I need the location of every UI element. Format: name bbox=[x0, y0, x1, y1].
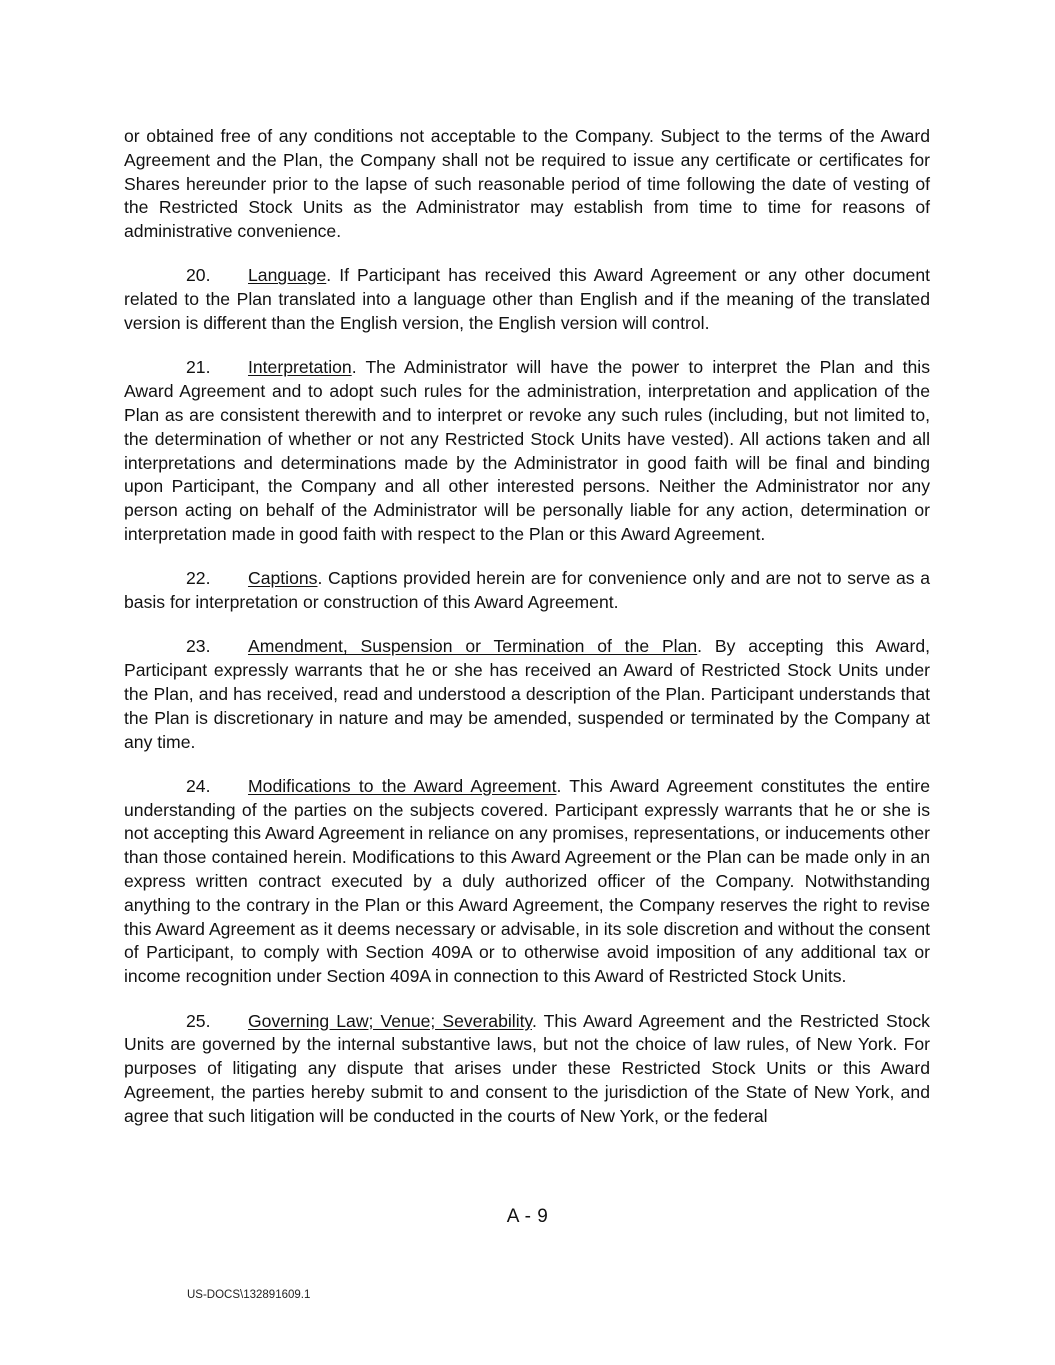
page-number: A - 9 bbox=[506, 1206, 549, 1227]
section-text: . By accepting this Award, Participant expressly warrants that he or she has received an Award of Restricted Stock Units under the Plan, and has received, read and understood a description of the Plan. Participant understands that the Plan is discretionary in nature and may be amended, suspended or terminated by the Company at any time. bbox=[124, 636, 930, 752]
section-25 bbox=[124, 1010, 930, 1129]
section-text: . If Participant has received this Award Agreement or any other document related to the Plan translated into a language other than English and if the meaning of the translated version is different than the English version, the English version will control. bbox=[124, 265, 930, 334]
section-number: 21. bbox=[186, 357, 211, 378]
section-heading: Captions bbox=[248, 568, 318, 589]
section-20 bbox=[124, 264, 930, 335]
section-24 bbox=[124, 775, 930, 989]
section-heading: Governing Law; Venue; Severability bbox=[248, 1010, 532, 1031]
continuation-paragraph: or obtained free of any conditions not acceptable to the Company. Subject to the terms of the Award Agreement and the Plan, the Company shall not be required to issue any certificate or certificates for Shares hereunder prior to the lapse of such reasonable period of time following the date of vesting of the Restricted Stock Units as the Administrator may establish from time to time for reasons of administrative convenience. bbox=[124, 126, 930, 242]
section-text: . This Award Agreement and the Restricted Stock Units are governed by the internal substantive laws, but not the choice of law rules, of New York. For purposes of litigating any dispute that arises under these Restricted Stock Units or this Award Agreement, the parties hereby submit to and consent to the jurisdiction of the State of New York, and agree that such litigation will be conducted in the courts of New York, or the federal bbox=[124, 1010, 930, 1126]
section-number: 25. bbox=[186, 1010, 211, 1031]
section-21 bbox=[124, 356, 930, 546]
section-text: . The Administrator will have the power to interpret the Plan and this Award Agreement and to adopt such rules for the administration, interpretation and application of the Plan as are consistent therewith and to interpret or revoke any such rules (including, but not limited to, the determination of whether or not any Restricted Stock Units have vested). All actions taken and all interpretations and determinations made by the Administrator in good faith will be final and binding upon Participant, the Company and all other interested persons. Neither the Administrator nor any person acting on behalf of the Administrator will be personally liable for any action, determination or interpretation made in good faith with respect to the Plan or this Award Agreement. bbox=[124, 357, 930, 544]
document-body bbox=[124, 125, 930, 1149]
section-number: 23. bbox=[186, 636, 211, 657]
section-number: 22. bbox=[186, 568, 211, 589]
section-text: . Captions provided herein are for convenience only and are not to serve as a basis for interpretation or construction of this Award Agreement. bbox=[124, 568, 930, 613]
section-heading: Amendment, Suspension or Termination of the Plan bbox=[248, 636, 698, 657]
section-heading: Modifications to the Award Agreement bbox=[248, 775, 557, 796]
section-22 bbox=[124, 567, 930, 615]
section-heading: Language bbox=[248, 265, 327, 286]
section-number: 24. bbox=[186, 775, 211, 796]
section-heading: Interpretation bbox=[248, 357, 352, 378]
document-id: US-DOCS\132891609.1 bbox=[187, 1289, 311, 1301]
section-number: 20. bbox=[186, 265, 211, 286]
section-23 bbox=[124, 635, 930, 754]
section-text: . This Award Agreement constitutes the entire understanding of the parties on the subjects covered. Participant expressly warrants that he or she is not accepting this Award Agreement in reliance on any promises, representations, or inducements other than those contained herein. Modifications to this Award Agreement or the Plan can be made only in an express written contract executed by a duly authorized officer of the Company. Notwithstanding anything to the contrary in the Plan or this Award Agreement, the Company reserves the right to revise this Award Agreement as it deems necessary or advisable, in its sole discretion and without the consent of Participant, to comply with Section 409A or to otherwise avoid imposition of any additional tax or income recognition under Section 409A in connection to this Award of Restricted Stock Units. bbox=[124, 775, 930, 987]
